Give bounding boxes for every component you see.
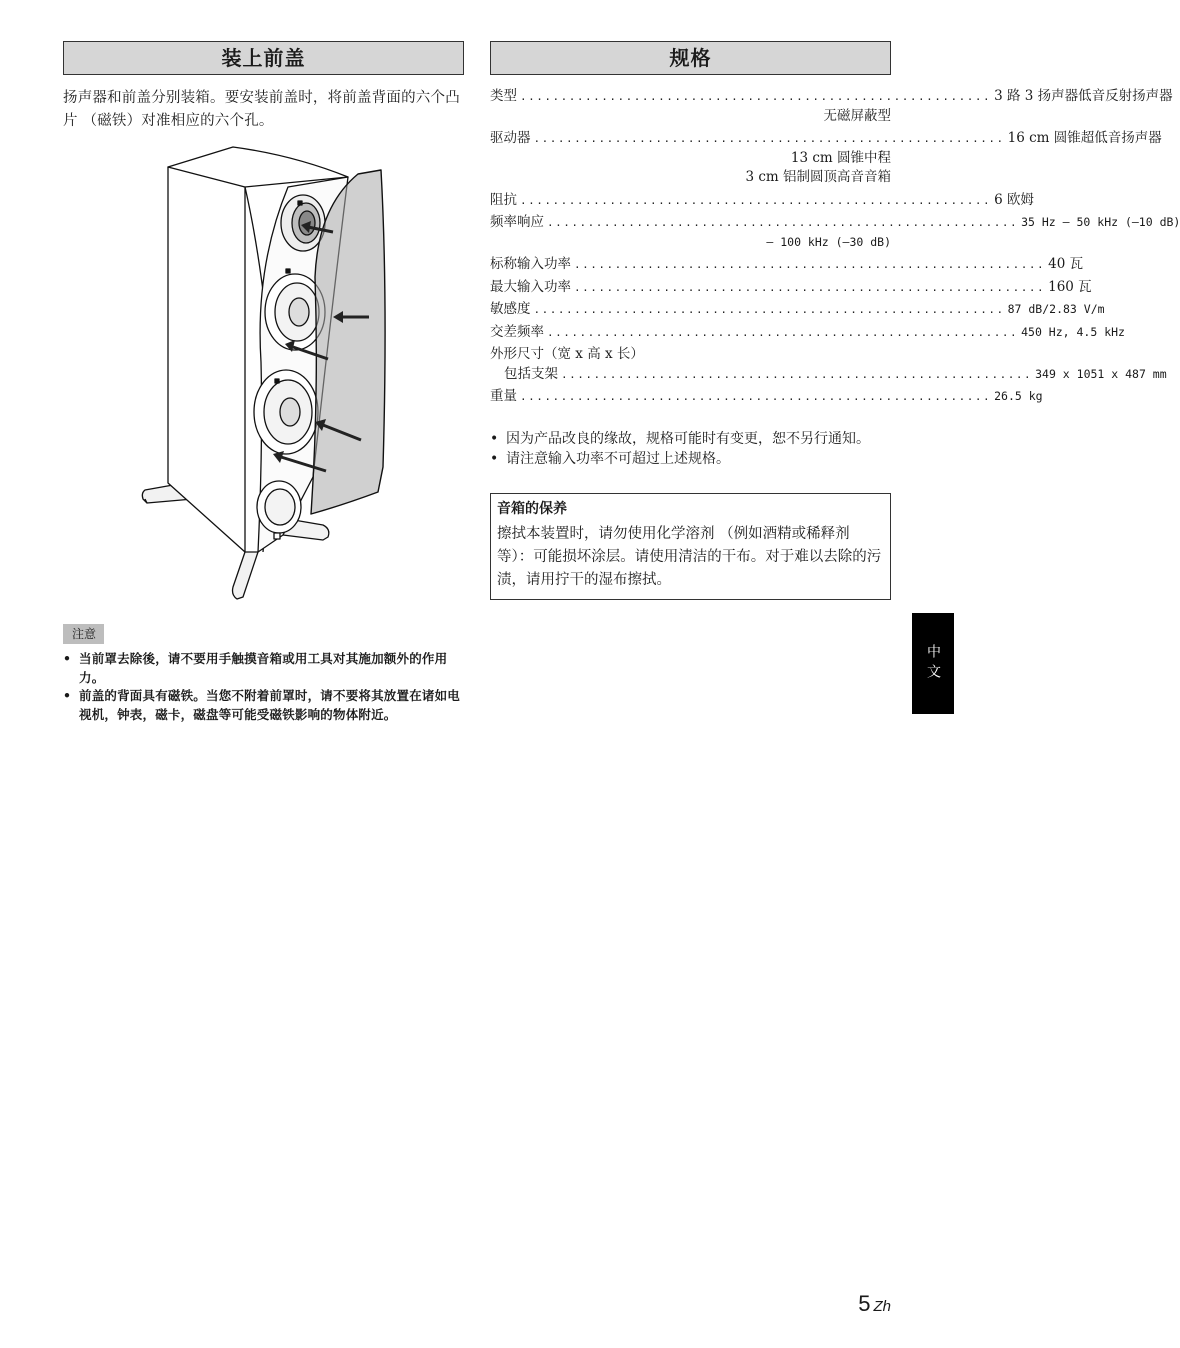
speaker-care-box — [490, 493, 891, 600]
caution-item: • 前盖的背面具有磁铁。当您不附着前罩时，请不要将其放置在诸如电视机，钟表，磁卡，磁盘等可能受磁铁影响的物体附近。 — [63, 688, 461, 722]
specifications-section — [490, 41, 1180, 600]
page-language-suffix: Zh — [873, 1298, 891, 1315]
section-title-specifications: 规格 — [490, 41, 891, 75]
bullet: • — [490, 450, 499, 467]
speaker-grille-diagram — [133, 147, 403, 612]
speaker-illustration — [133, 147, 403, 612]
spec-list — [490, 87, 1180, 407]
spec-dimensions: 外形尺寸（宽 x 高 x 长） 包括支架 .......................................................... 349 x 1051 x 487 mm — [490, 346, 1167, 382]
spec-crossover: 交差频率 .......................................................... 450 Hz, 4.5 kHz — [490, 323, 1125, 340]
caution-list — [63, 650, 464, 724]
spec-drivers: 驱动器 .......................................................... 16 cm 圆锥超低音扬声器 13 cm 圆锥中程 3 cm 铝制圆顶高音音箱 — [490, 130, 1162, 185]
caution-label: 注意 — [63, 624, 104, 644]
spec-notes — [490, 429, 891, 469]
care-body: 擦拭本装置时，请勿使用化学溶剂 （例如酒精或稀释剂等）：可能损坏涂层。请使用清洁的干布。对于难以去除的污渍，请用拧干的湿布擦拭。 — [497, 525, 882, 588]
spec-rated-power: 标称输入功率 .......................................................... 40 瓦 — [490, 256, 1084, 272]
front-grille-section — [63, 41, 464, 724]
bullet: • — [63, 651, 72, 666]
care-title: 音箱的保养 — [497, 500, 567, 517]
page-number: 5 Zh — [858, 1291, 891, 1316]
caution-item: • 当前罩去除後，请不要用手触摸音箱或用工具对其施加额外的作用力。 — [63, 651, 448, 685]
spec-type: 类型 .......................................................... 3 路 3 扬声器低音反射扬声器 无磁屏蔽型 — [490, 88, 1173, 124]
spec-sensitivity: 敏感度 .......................................................... 87 dB/2.83 V/m — [490, 301, 1105, 317]
bullet: • — [490, 430, 499, 447]
language-tab: 中文 — [912, 613, 954, 714]
note-item: • 请注意输入功率不可超过上述规格。 — [490, 450, 730, 467]
spec-max-power: 最大输入功率 .......................................................... 160 瓦 — [490, 278, 1092, 295]
front-grille-instructions: 扬声器和前盖分别装箱。要安装前盖时，将前盖背面的六个凸片 （磁铁）对准相应的六个孔。 — [63, 90, 460, 129]
spec-frequency-response: 频率响应 .......................................................... 35 Hz – 50 kHz (–10 dB) – 100 kHz (–30 dB) — [490, 214, 1180, 249]
section-title-front-grille: 装上前盖 — [63, 41, 464, 75]
note-item: • 因为产品改良的缘故，规格可能时有变更，恕不另行通知。 — [490, 430, 870, 447]
spec-weight: 重量 .......................................................... 26.5 kg — [490, 388, 1043, 404]
bullet: • — [63, 688, 72, 703]
spec-impedance: 阻抗 .......................................................... 6 欧姆 — [490, 191, 1034, 208]
